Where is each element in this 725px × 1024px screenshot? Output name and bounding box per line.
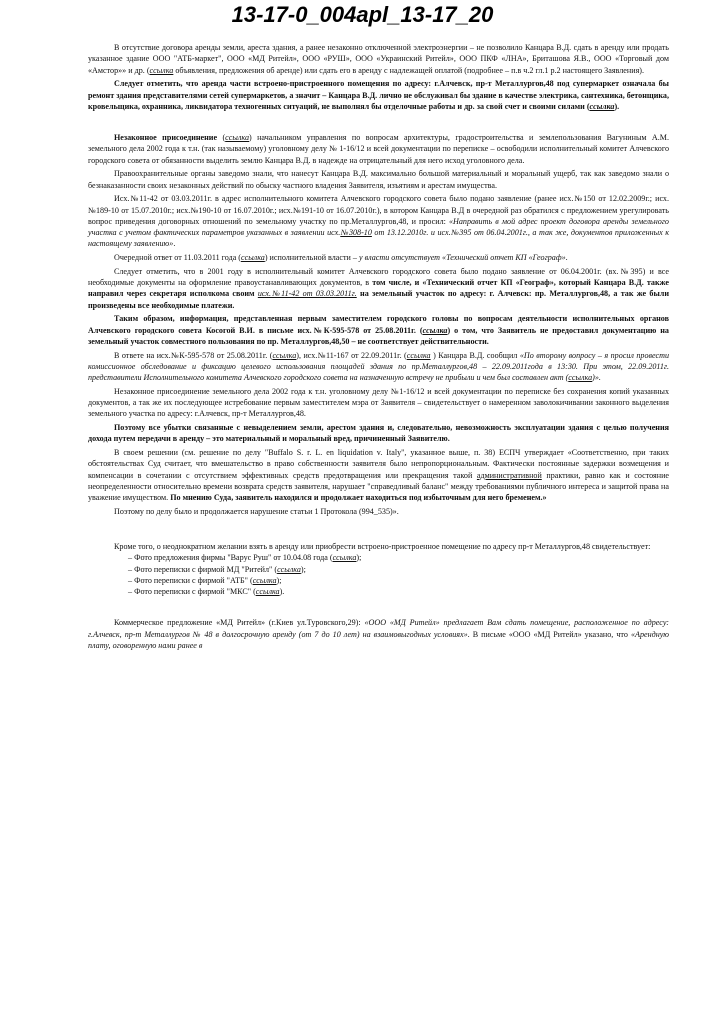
paragraph: В отсутствие договора аренды земли, ареста здания, а ранее незаконно отключенной электроэнергии – не позволило Канцара В.Д. сдать в аренду или продать указанное здание ООО "АТБ-маркет", ООО «МД Ритейл», ООО «РУШ», ООО «Украинский Ритейл», ООО ПКФ «ЛНА», Бриташова Я.В., ООО «Торговый дом «Амстор»» и др. (ссылка объявления, предложения об аренде) или сдать его в аренду с надлежащей оплатой (подробнее – п.в ч.2 гл.1 р.2 настоящего Заявления).: [88, 43, 669, 75]
list-item: – Фото переписки с фирмой "МКС" (ссылка).: [128, 587, 285, 596]
link[interactable]: ссылка: [149, 65, 174, 75]
link[interactable]: ссылка: [255, 587, 280, 596]
list-item: – Фото предложения фирмы "Варус Руш" от 10.04.08 года (ссылка);: [128, 553, 362, 563]
list-item: – Фото переписки с фирмой МД "Ритейл" (ссылка);: [128, 564, 306, 574]
paragraph: В ответе на исх.№К-595-578 от 25.08.2011г. (ссылка), исх.№11-167 от 22.09.2011г. (ссылка ) Канцара В.Д. сообщил «По второму вопросу – я просил провести комиссионное обследование и фиксацию целевого использования площадей здания по пр.Металлургов,48 – 22.09.2011года в 13:30. При этом, 22.09.2011г. представители Исполнительного комитета Алчевского городского совета на назначенную встречу не прибыли и чем был составлен акт (ссылка)».: [88, 350, 670, 382]
list-item: – Фото переписки с фирмой "АТБ" (ссылка);: [128, 575, 282, 585]
paragraph: В своем решении (см. решение по делу "Buffalo S. r. L. en liquidation v. Italy", указанное выше, п. 38) ЕСПЧ утверждает «Соответственно, при таких обстоятельствах Суд считает, что вмешательство в право собственности заявителя было непропорциональным. Фактически постоянные задержки возмещения и компенсации в сочетании с отсутствием эффективных средств предотвращения или прекращения такой административной практики, равно как и состояние неопределенности относительно времени возврата средств заявителя, нарушает "справедливый баланс" между требованиями публичного интереса и защитой права на уважение имуществом. По мнению Суда, заявитель находился и продолжает находиться под избыточным для него бременем.»: [88, 448, 669, 502]
link[interactable]: ссылка: [225, 133, 249, 142]
paragraph: Незаконное присоединение земельного дела 2002 года к т.н. уголовному делу №1-16/12 и всей документации по переписке без сохранения копий указанных документов, а так же их последующее истребование первым заместителем мэра от Заявителя – свидетельствует о намеренном заволокичивании законного выделения земельного участка по адресу: г.Алчевск, пр-т Металлургов,48.: [88, 386, 669, 419]
paragraph: Следует отметить, что в 2001 году в исполнительный комитет Алчевского городского совета было подано заявление от 06.04.2001г. (вх.№395) и все необходимые документы на оформление правоустанавливающих документов, в том числе, и «Технический отчет КП «Географ», который Канцара В.Д. также направил через секретаря исполкома своим исх.№11-42 от 03.03.2011г. на земельный участок по адресу: г. Алчевск: пр. Металлургов,48, а так же были произведены все необходимые платежи.: [88, 266, 669, 310]
link[interactable]: ссылка: [332, 553, 357, 563]
paragraph: Правоохранительные органы заведомо знали, что нанесут Канцара В.Д. максимально большой материальный и моральный ущерб, так как заведомо знали о безнаказанности своих незаконных действий по обыску частного владения Заявителя, изъятиям и арестам имущества.: [88, 169, 669, 190]
paragraph: Очередной ответ от 11.03.2011 года (ссылка) исполнительной власти – у власти отсутствует «Технический отчет КП «Географ».: [114, 253, 568, 262]
link[interactable]: ссылка: [422, 325, 448, 335]
paragraph: Поэтому по делу было и продолжается нарушение статьи 1 Протокола (994_535)».: [114, 506, 399, 516]
paragraph: Поэтому все убытки связанные с невыделением земли, арестом здания и, следовательно, невозможность эксплуатации здания с целью получения дохода путем передачи в аренду – это материальный и моральный вред, причиненный Заявителю.: [88, 423, 669, 444]
link[interactable]: ссылка: [277, 564, 301, 574]
page-title: 13-17-0_004apl_13-17_20: [231, 2, 494, 27]
link[interactable]: ссылка: [589, 101, 615, 111]
paragraph: Незаконное присоединение (ссылка) начальником управления по вопросам архитектуры, градостроительства и землепользования Вагуниным А.М. земельного дела 2002 года к т.н. (так называемому) уголовному делу № 1-16/12 и всей документации по переписке – освободили исполнительный комитет Алчевского городского совета от обязанности выделить землю Канцара В.Д. в надежде на отрицательный для него исход уголовного дела.: [88, 133, 670, 165]
link[interactable]: ссылка: [252, 575, 277, 585]
paragraph: Следует отметить, что аренда части встроено-пристроенного помещения по адресу: г.Алчевск, пр-т Металлургов,48 под супермаркет означала бы ремонт здания представителями сетей супермаркетов, а значит – Канцара В.Д. лично не обслуживал бы здание в качестве электрика, сантехника, бетонщика, кровельщика, охранника, ликвидатора техногенных ситуаций, не выполнял бы отделочные работы и др. за свой счет и своими силами (ссылка).: [88, 79, 669, 111]
link[interactable]: ссылка: [272, 350, 297, 360]
paragraph: Коммерческое предложение «МД Ритейл» (г.Киев ул.Туровского,29): «ООО «МД Ритейл» предлагает Вам сдать помещение, расположенное по адресу: г.Алчевск, пр-т Металлургов № 48 в долгосрочную аренду (от 7 до 10 лет) на взаимовыгодных условиях». В письме «ООО «МД Ритейл» указано, что «Арендную плату, оговоренную нами ранее в: [88, 618, 670, 650]
link[interactable]: №308-10: [340, 228, 372, 237]
link[interactable]: исх.№11-42 от 03.03.2011г.: [257, 289, 357, 299]
link[interactable]: ссылка: [406, 350, 431, 360]
paragraph: Кроме того, о неоднократном желании взять в аренду или приобрести встроено-пристроенное помещение по адресу пр-т Металлургов,48 свидетельствует:: [114, 542, 651, 551]
link[interactable]: ссылка: [241, 253, 265, 262]
document-body: [88, 42, 669, 651]
paragraph: Таким образом, информация, представленная первым заместителем городского головы по вопросам деятельности исполнительных органов Алчевского городского совета Косогой В.И. в письме исх.№К-595-578 от 25.08.2011г. (ссылка) о том, что Заявитель не предоставил документацию на земельный участок совместного пользования по пр. Металлургов,48,50 – не соответствует действительности.: [88, 314, 669, 346]
paragraph: Исх.№11-42 от 03.03.2011г. в адрес исполнительного комитета Алчевского городского совета было подано заявление (ранее исх.№150 от 12.02.2009г.; исх.№189-10 от 15.07.2010г.; исх.№190-10 от 16.07.2010г.; исх.№191-10 от 16.07.2010г.), в котором Канцара В.Д в очередной раз обратился с предложением урегулировать вопрос приведения договорных отношений по земельному участку по пр.Металлургов,48, и просил: «Направить в мой адрес проект договора аренды земельного участка с учетом фактических параметров указанных в заявлении исх.№308-10 от 13.12.2010г. и исх.№395 от 06.04.2001г., а так же, документов приложенных к настоящему заявлению».: [88, 194, 669, 249]
link[interactable]: ссылка: [568, 373, 593, 382]
